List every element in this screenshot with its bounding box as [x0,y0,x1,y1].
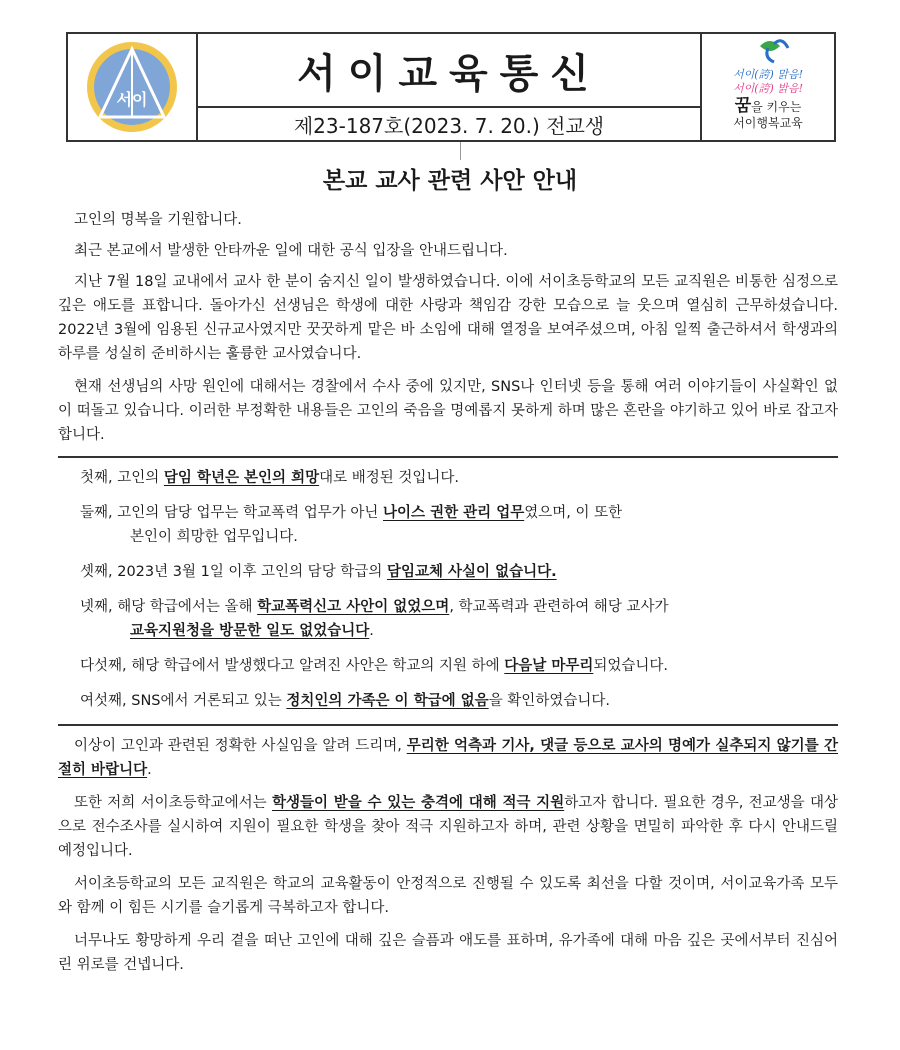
fact-item-1 [58,466,838,490]
closing-paragraph: 서이초등학교의 모든 교직원은 학교의 교육활동이 안정적으로 진행될 수 있도록 최선을 다할 것이며, 서이교육가족 모두와 함께 이 힘든 시기를 슬기롭게 극복하고자 합니다. [58,876,838,916]
fact-emphasis: 학교폭력신고 사안이 없었으며 [257,599,450,615]
section-divider-bottom [58,724,838,726]
closing-text: 또한 저희 서이초등학교에서는 [74,795,272,811]
fact-item-2 [58,501,838,549]
intro-paragraph: 지난 7월 18일 교내에서 교사 한 분이 숨지신 일이 발생하였습니다. 이에 서이초등학교의 모든 교직원은 비통한 심정으로 깊은 애도를 표합니다. 돌아가신 선생님은 학생에 대한 사랑과 책임감 강한 모습으로 늘 웃으며 열심히 근무하셨습니다. 2022년 3월에 임용된 신규교사였지만 꿋꿋하게 맡은 바 소임에 대해 열정을 보여주셨으며, 아침 일찍 출근하셔서 학생과의 하루를 성실히 준비하시는 훌륭한 교사였습니다. [58,274,838,362]
intro-paragraph: 고인의 명복을 기원합니다. [74,212,242,228]
motto-line2: 서이행복교육 [733,116,803,130]
section-divider-top [58,456,838,458]
closing-text: 하고자 합니다. 필요한 경우, 전교생을 대상으로 전수조사를 실시하여 지원이 필요한 학생을 찾아 적극 지원하고자 하며, 관련 상황을 면밀히 파악한 후 다시 안내드릴 예정입니다. [58,795,838,859]
closing-paragraph [58,734,838,782]
fact-emphasis: 다음날 마무리 [504,658,594,674]
newsletter-header [66,32,836,142]
notice-body [58,208,838,986]
motto-art [702,34,834,96]
motto-logo [702,34,834,140]
fact-text: 다섯째, 해당 학급에서 발생했다고 알려진 사안은 학교의 지원 하에 [80,658,505,674]
fact-emphasis: 정치인의 가족은 이 학급에 없음 [286,693,489,709]
intro-paragraph: 현재 선생님의 사망 원인에 대해서는 경찰에서 수사 중에 있지만, SNS나 인터넷 등을 통해 여러 이야기들이 사실확인 없이 떠돌고 있습니다. 이러한 부정확한 내용들은 고인의 죽음을 명예롭지 못하게 하며 많은 혼란을 야기하고 있어 바로 잡고자 합니다. [58,379,838,443]
school-logo [68,34,198,140]
logo-text: 서이 [116,90,148,109]
header-connector [460,142,461,160]
closing-text: 이상이 고인과 관련된 정확한 사실임을 알려 드리며, [74,738,407,754]
fact-text: 셋째, 2023년 3월 1일 이후 고인의 담당 학급의 [80,564,387,580]
fact-item-4 [58,595,838,643]
fact-text: 대로 배정된 것입니다. [319,470,459,486]
fact-item-5 [58,654,838,678]
issue-line: 제23-187호(2023. 7. 20.) 전교생 [293,113,605,138]
fact-text: . [369,623,374,639]
fact-text-continued: 본인이 희망한 업무입니다. [130,529,298,545]
intro-paragraph: 최근 본교에서 발생한 안타까운 일에 대한 공식 입장을 안내드립니다. [74,243,508,259]
fact-item-6 [58,689,838,713]
fact-emphasis: 담임교체 사실이 없습니다. [386,564,557,580]
closing-paragraph [58,791,838,863]
motto-bold: 꿈 [734,96,752,116]
motto-rest: 을 키우는 [751,100,802,114]
school-emblem-icon [84,39,180,135]
fact-emphasis: 담임 학년은 본인의 희망 [163,470,320,486]
header-center [198,34,702,140]
fact-item-3 [58,560,838,584]
motto-script-2: 서이(誇) 밝음! [732,82,804,95]
fact-emphasis: 교육지원청을 방문한 일도 없었습니다 [130,623,370,639]
closing-text: . [147,762,152,778]
fact-text: 첫째, 고인의 [80,470,164,486]
closing-emphasis: 학생들이 받을 수 있는 충격에 대해 적극 지원 [271,795,565,811]
fact-text: 을 확인하였습니다. [488,693,610,709]
fact-text: 되었습니다. [593,658,669,674]
fact-text: 넷째, 해당 학급에서는 올해 [80,599,258,615]
notice-subject: 본교 교사 관련 사안 안내 [322,168,578,194]
fact-text: , 학교폭력과 관련하여 해당 교사가 [449,599,669,615]
swirl-logo-icon [702,34,834,96]
fact-text: 둘째, 고인의 담당 업무는 학교폭력 업무가 아닌 [80,505,384,521]
motto-script-1: 서이(誇) 맑음! [732,68,804,81]
motto-text [733,98,803,131]
fact-text: 여섯째, SNS에서 거론되고 있는 [80,693,287,709]
fact-text: 였으며, 이 또한 [524,505,623,521]
closing-emphasis: 무리한 억측과 기사, 댓글 등으로 교사의 명예가 실추되지 않기를 간절히 바랍니다 [58,738,838,778]
closing-paragraph: 너무나도 황망하게 우리 곁을 떠난 고인에 대해 깊은 슬픔과 애도를 표하며, 유가족에 대해 마음 깊은 곳에서부터 진심어린 위로를 건넵니다. [58,933,838,973]
fact-emphasis: 나이스 권한 관리 업무 [383,505,525,521]
newsletter-title: 서이교육통신 [198,34,700,108]
